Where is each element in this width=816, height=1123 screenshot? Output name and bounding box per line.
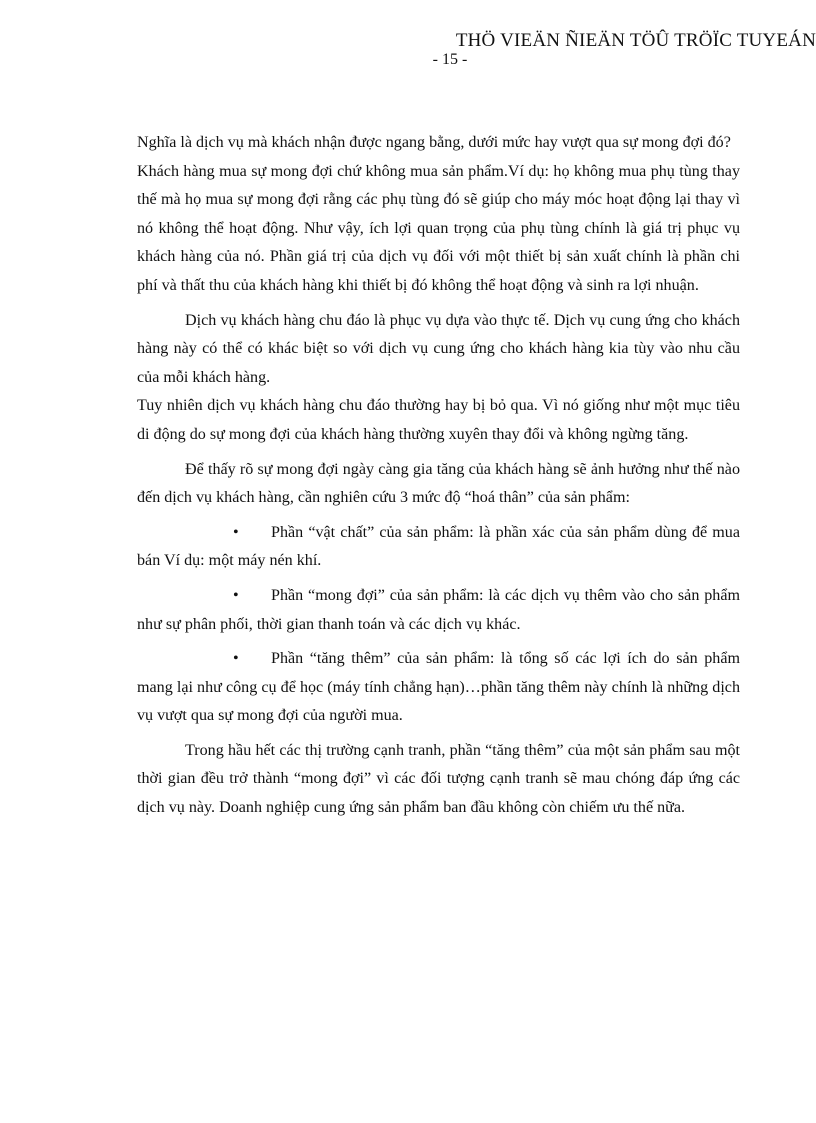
paragraph-6: Trong hầu hết các thị trường cạnh tranh, phần “tăng thêm” của một sản phẩm sau một thời gian đều trở thành “mong đợi” vì các đối tượng cạnh tranh sẽ mau chóng đáp ứng các dịch vụ này. Doanh nghiệp cung ứng sản phẩm ban đầu không còn chiếm ưu thế nữa. [137,741,740,817]
paragraph-4: Tuy nhiên dịch vụ khách hàng chu đáo thường hay bị bỏ qua. Vì nó giống như một mục tiêu di động do sự mong đợi của khách hàng thường xuyên thay đổi và không ngừng tăng. [137,397,740,443]
paragraph-5: Để thấy rõ sự mong đợi ngày càng gia tăng của khách hàng sẽ ảnh hưởng như thế nào đến dịch vụ khách hàng, cần nghiên cứu 3 mức độ “hoá thân” của sản phẩm: [137,460,740,507]
bullet-item-3 [137,645,740,731]
bullet-icon: • [233,650,239,668]
page-number: - 15 - [432,51,468,68]
bullet-icon: • [233,523,239,541]
document-body [137,129,740,823]
bullet-icon: • [233,586,239,604]
bullet-text: Phần “vật chất” của sản phẩm: là phần xác của sản phẩm dùng để mua bán Ví dụ: một máy nén khí. [137,523,740,570]
paragraph-3: Dịch vụ khách hàng chu đáo là phục vụ dựa vào thực tế. Dịch vụ cung ứng cho khách hàng này có thể có khác biệt so với dịch vụ cung ứng cho khách hàng kia tùy vào nhu cầu của mỗi khách hàng. [137,311,740,386]
bullet-item-1 [137,519,740,576]
bullet-item-2 [137,582,740,639]
bullet-text: Phần “tăng thêm” của sản phẩm: là tổng số các lợi ích do sản phẩm mang lại như công cụ để học (máy tính chẳng hạn)…phần tăng thêm này chính là những dịch vụ vượt qua sự mong đợi của người mua. [137,650,740,725]
library-watermark: THÖ VIEÄN ÑIEÄN TÖÛ TRÖÏC TUYEÁN [455,30,816,51]
paragraph-2: Khách hàng mua sự mong đợi chứ không mua sản phẩm.Ví dụ: họ không mua phụ tùng thay thế mà họ mua sự mong đợi rằng các phụ tùng đó sẽ giúp cho máy móc hoạt động lại thay vì nó không thể hoạt động. Như vậy, ích lợi quan trọng của phụ tùng chính là giá trị phục vụ khách hàng của nó. Phần giá trị của dịch vụ đối với một thiết bị sản xuất chính là phần chi phí và thất thu của khách hàng khi thiết bị đó không thể hoạt động và sinh ra lợi nhuận. [137,162,740,294]
paragraph-1: Nghĩa là dịch vụ mà khách nhận được ngang bằng, dưới mức hay vượt qua sự mong đợi đó? [137,134,731,151]
bullet-text: Phần “mong đợi” của sản phẩm: là các dịch vụ thêm vào cho sản phẩm như sự phân phối, thời gian thanh toán và các dịch vụ khác. [137,586,740,633]
